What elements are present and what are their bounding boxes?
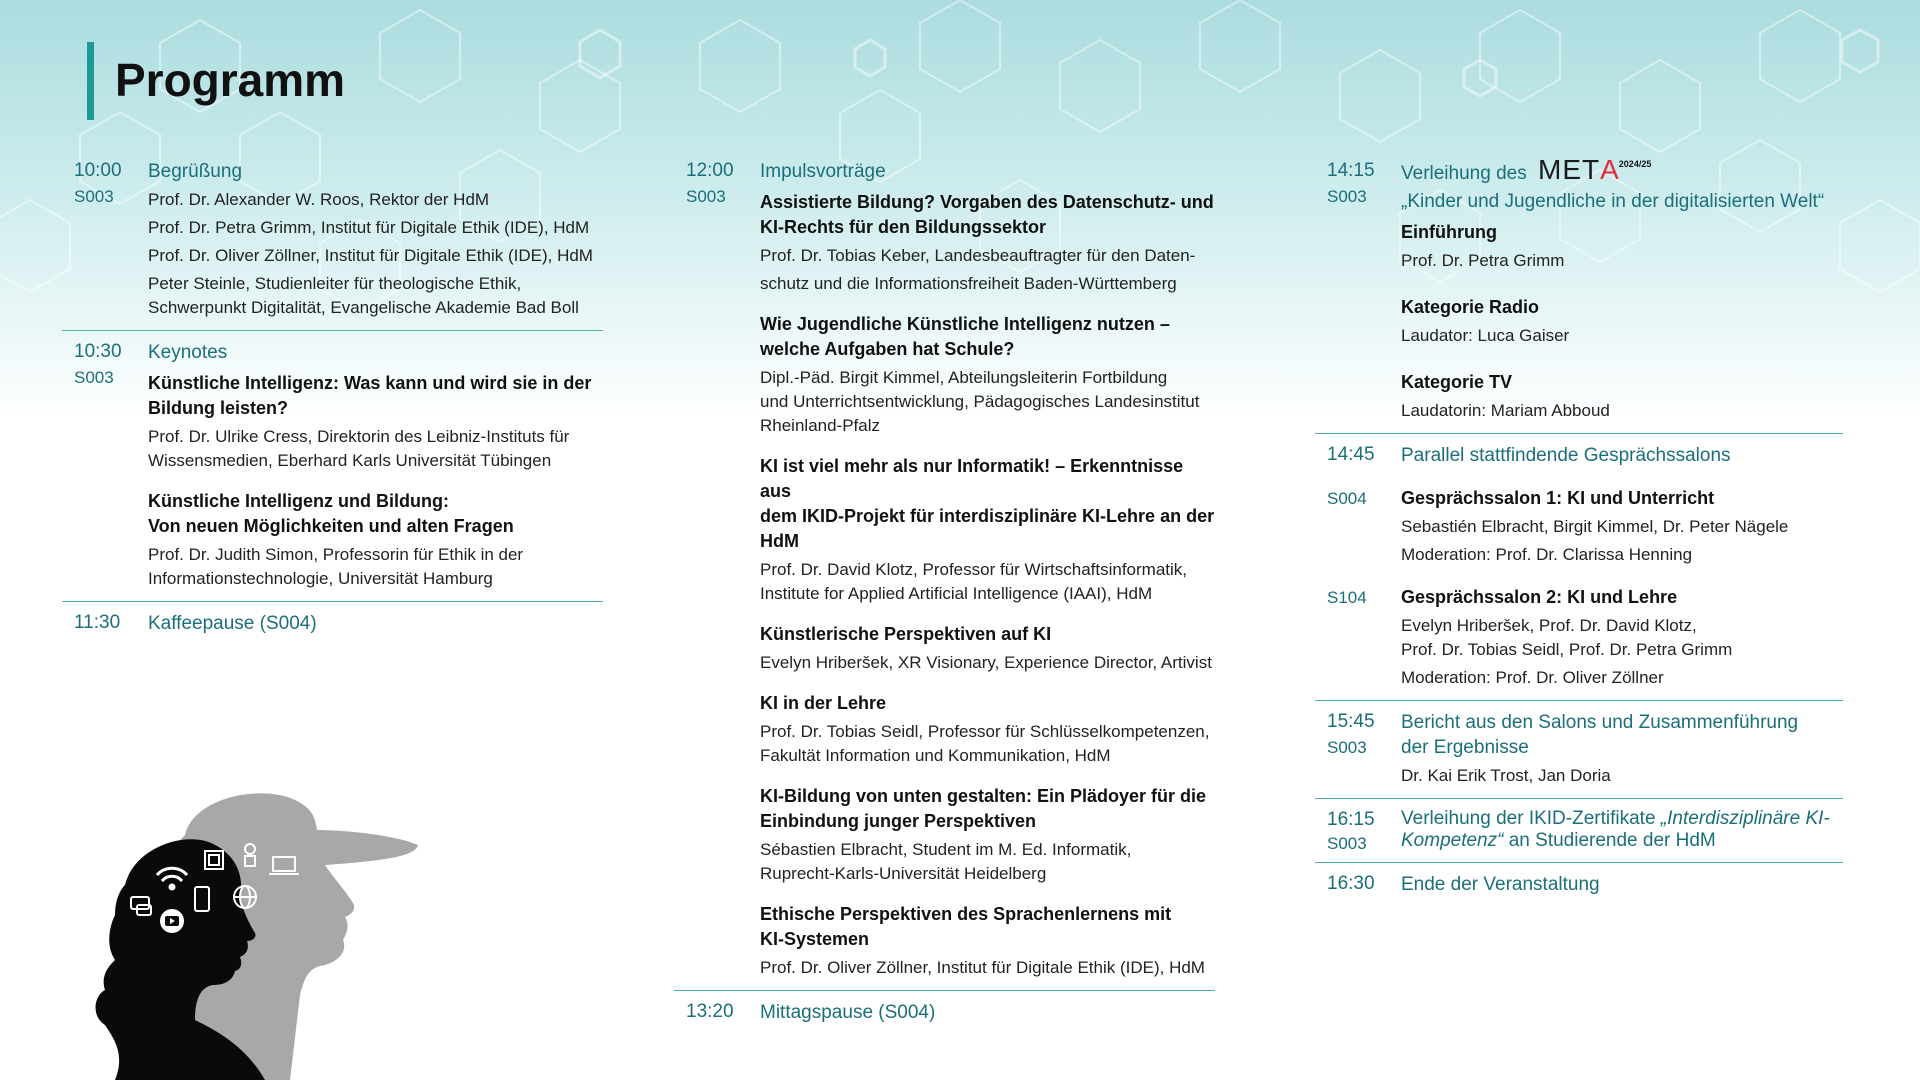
section-heading: Begrüßung: [148, 161, 243, 182]
talk-title: KI ist viel mehr als nur Informatik! – Erkenntnisse aus: [760, 456, 1184, 501]
section-heading: Bericht aus den Salons und Zusammenführung: [1401, 712, 1799, 733]
talk-title: KI-Systemen: [760, 929, 870, 949]
item-text: Dr. Kai Erik Trost, Jan Doria: [1401, 766, 1611, 785]
talk-speaker: Prof. Dr. Oliver Zöllner, Institut für Digitale Ethik (IDE), HdM: [760, 958, 1205, 977]
time-label: 10:30: [74, 341, 122, 362]
time-label: 12:00: [686, 160, 734, 181]
speaker-line: Prof. Dr. Oliver Zöllner, Institut für Digitale Ethik (IDE), HdM: [148, 246, 593, 265]
salon-2: [1327, 585, 1843, 690]
talk-speaker: Rheinland-Pfalz: [760, 416, 881, 435]
item-text: Laudatorin: Mariam Abboud: [1401, 401, 1610, 420]
room-label: S003: [1327, 834, 1367, 853]
column-2: [674, 155, 1215, 1035]
talk-title: KI-Rechts für den Bildungssektor: [760, 217, 1047, 237]
section-heading: Impulsvorträge: [760, 161, 886, 182]
silhouettes-illustration: [95, 775, 435, 1080]
talk-speaker: Dipl.-Päd. Birgit Kimmel, Abteilungsleiterin Fortbildung: [760, 368, 1168, 387]
salon-moderation: Moderation: Prof. Dr. Oliver Zöllner: [1401, 668, 1664, 687]
section-heading: Ende der Veranstaltung: [1401, 874, 1600, 895]
title-accent-bar: [87, 42, 94, 120]
talk-speaker: Prof. Dr. Judith Simon, Professorin für Ethik in der: [148, 545, 524, 564]
salon-1: [1327, 486, 1843, 567]
salon-moderation: Moderation: Prof. Dr. Clarissa Henning: [1401, 545, 1693, 564]
section-coffee-break: [62, 601, 603, 646]
salon-title: Gesprächssalon 1: KI und Unterricht: [1401, 488, 1715, 508]
play-icon: [160, 909, 184, 933]
time-label: 10:00: [74, 160, 122, 181]
time-label: 13:20: [686, 1001, 734, 1022]
section-lunch-break: [674, 990, 1215, 1035]
talk-title: HdM: [760, 531, 799, 551]
talk-speaker: Wissensmedien, Eberhard Karls Universität Tübingen: [148, 451, 552, 470]
talk-item: [760, 691, 1215, 768]
speaker-line: Peter Steinle, Studienleiter für theologische Ethik,: [148, 274, 522, 293]
time-label: 11:30: [74, 612, 121, 633]
time-label: 14:45: [1327, 444, 1375, 465]
room-label: S003: [74, 368, 114, 387]
talk-item: [760, 784, 1215, 886]
column-1: [62, 155, 603, 646]
speaker-line: Schwerpunkt Digitalität, Evangelische Akademie Bad Boll: [148, 298, 579, 317]
talk-title: Einbindung junger Perspektiven: [760, 811, 1037, 831]
talk-item: [760, 190, 1215, 296]
column-3: [1315, 155, 1843, 907]
item-text: Prof. Dr. Petra Grimm: [1401, 251, 1565, 270]
section-report: [1315, 700, 1843, 798]
talk-item: [760, 454, 1215, 606]
talk-speaker: Prof. Dr. Tobias Seidl, Professor für Schlüsselkompetenzen,: [760, 722, 1210, 741]
talk-item: [760, 902, 1215, 980]
talk-speaker: Sébastien Elbracht, Student im M. Ed. Informatik,: [760, 840, 1132, 859]
time-label: 16:15: [1327, 809, 1375, 830]
talk-title: Künstliche Intelligenz: Was kann und wird sie in der: [148, 373, 592, 393]
section-heading: Verleihung der IKID-Zertifikate „Interdisziplinäre KI-: [1401, 808, 1830, 829]
talk-item: [760, 312, 1215, 438]
section-subtitle: „Kinder und Jugendliche in der digitalisierten Welt“: [1401, 191, 1825, 212]
section-heading: Parallel stattfindende Gesprächssalons: [1401, 445, 1731, 466]
talk-title: Künstlerische Perspektiven auf KI: [760, 624, 1052, 644]
section-heading: Kompetenz“ an Studierende der HdM: [1401, 830, 1716, 851]
speaker-line: Prof. Dr. Petra Grimm, Institut für Digitale Ethik (IDE), HdM: [148, 218, 590, 237]
salon-title: Gesprächssalon 2: KI und Lehre: [1401, 587, 1678, 607]
talk-speaker: schutz und die Informationsfreiheit Baden-Württemberg: [760, 274, 1177, 293]
talk-speaker: Prof. Dr. Tobias Keber, Landesbeauftragter für den Daten-: [760, 246, 1196, 265]
talk-speaker: Fakultät Information und Kommunikation, HdM: [760, 746, 1111, 765]
talk-title: Ethische Perspektiven des Sprachenlernens mit: [760, 904, 1172, 924]
room-label: S104: [1327, 588, 1367, 607]
room-label: S004: [1327, 489, 1367, 508]
meta-award-logo: $META^{2024/25}$: [1538, 154, 1652, 185]
section-impulse-talks: [674, 155, 1215, 990]
time-label: 14:15: [1327, 160, 1375, 181]
talk-title: Bildung leisten?: [148, 398, 289, 418]
item-title: Kategorie TV: [1401, 372, 1513, 392]
page-title: Programm: [115, 54, 346, 106]
talk-title: welche Aufgaben hat Schule?: [760, 339, 1015, 359]
talk-title: KI in der Lehre: [760, 693, 887, 713]
section-heading: Kaffeepause (S004): [148, 613, 317, 634]
speaker-line: Prof. Dr. Alexander W. Roos, Rektor der HdM: [148, 190, 490, 209]
talk-title: Assistierte Bildung? Vorgaben des Datenschutz- und: [760, 192, 1214, 212]
talk-speaker: Institute for Applied Artificial Intelligence (IAAI), HdM: [760, 584, 1153, 603]
talk-title: dem IKID-Projekt für interdisziplinäre KI-Lehre an der: [760, 506, 1215, 526]
talk-speaker: Informationstechnologie, Universität Hamburg: [148, 569, 493, 588]
talk-speaker: Prof. Dr. David Klotz, Professor für Wirtschaftsinformatik,: [760, 560, 1188, 579]
item-text: Laudator: Luca Gaiser: [1401, 326, 1570, 345]
room-label: S003: [1327, 738, 1367, 757]
section-end: [1315, 862, 1843, 907]
talk-speaker: und Unterrichtsentwicklung, Pädagogisches Landesinstitut: [760, 392, 1200, 411]
talk-speaker: Prof. Dr. Ulrike Cress, Direktorin des Leibniz-Instituts für: [148, 427, 570, 446]
section-greeting: [62, 155, 603, 330]
section-meta-award: [1315, 155, 1843, 433]
salon-participants: Prof. Dr. Tobias Seidl, Prof. Dr. Petra Grimm: [1401, 640, 1733, 659]
talk-title: Wie Jugendliche Künstliche Intelligenz nutzen –: [760, 314, 1170, 334]
section-keynotes: [62, 330, 603, 601]
section-heading: Keynotes: [148, 342, 228, 363]
time-label: 15:45: [1327, 711, 1375, 732]
talk-speaker: Ruprecht-Karls-Universität Heidelberg: [760, 864, 1047, 883]
talk-item: [760, 622, 1215, 675]
section-heading: Verleihung des $META^{2024/25}$: [1401, 154, 1652, 185]
salon-participants: Sebastién Elbracht, Birgit Kimmel, Dr. Peter Nägele: [1401, 517, 1789, 536]
talk-speaker: Evelyn Hriberšek, XR Visionary, Experience Director, Artivist: [760, 653, 1212, 672]
salon-participants: Evelyn Hriberšek, Prof. Dr. David Klotz,: [1401, 616, 1697, 635]
time-label: 16:30: [1327, 873, 1375, 894]
item-title: Kategorie Radio: [1401, 297, 1540, 317]
room-label: S003: [74, 187, 114, 206]
section-salons: [1315, 433, 1843, 700]
talk-title: Von neuen Möglichkeiten und alten Fragen: [148, 516, 514, 536]
room-label: S003: [1327, 187, 1367, 206]
section-certificates: [1315, 798, 1843, 862]
item-title: Einführung: [1401, 222, 1497, 242]
section-heading: der Ergebnisse: [1401, 737, 1529, 758]
talk-title: Künstliche Intelligenz und Bildung:: [148, 491, 449, 511]
room-label: S003: [686, 187, 726, 206]
talk-title: KI-Bildung von unten gestalten: Ein Plädoyer für die: [760, 786, 1207, 806]
section-heading: Mittagspause (S004): [760, 1002, 936, 1023]
